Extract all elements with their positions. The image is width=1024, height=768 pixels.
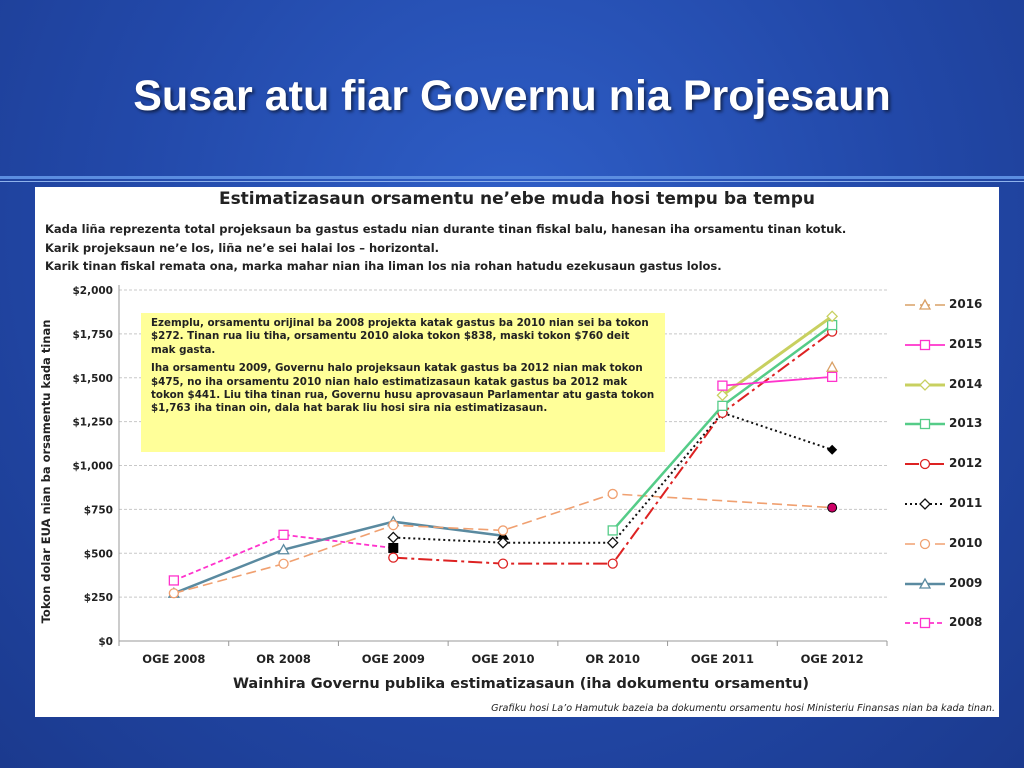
chart-panel	[35, 187, 999, 717]
legend-label: 2013	[949, 416, 983, 431]
legend-item-2012	[903, 454, 995, 474]
title-divider-thin	[0, 181, 1024, 182]
x-tick-label: OGE 2011	[690, 652, 754, 666]
legend-label: 2015	[949, 336, 983, 351]
x-tick-label: OGE 2012	[800, 652, 864, 666]
data-point	[169, 576, 178, 585]
series-line-2008	[174, 535, 393, 581]
data-point	[388, 532, 398, 542]
legend-item-2008	[903, 613, 995, 633]
legend-label: 2008	[949, 615, 983, 630]
data-point	[718, 381, 727, 390]
data-point	[608, 559, 617, 568]
legend-swatch	[903, 574, 947, 594]
data-point	[499, 559, 508, 568]
legend-label: 2010	[949, 535, 983, 550]
legend-item-2016	[903, 295, 995, 315]
legend-swatch	[903, 534, 947, 554]
data-point	[279, 530, 288, 539]
data-point	[388, 543, 398, 553]
slide-title: Susar atu fiar Governu nia Projesaun	[133, 72, 891, 120]
annotation-paragraph-1: Ezemplu, orsamentu orijinal ba 2008 projekta katak gastus ba 2010 nian sei ba tokon $272. Tinan rua liu tiha, orsamentu 2010 aloka tokon $838, maski tokon $760 deit mak gasta.	[151, 317, 649, 356]
description-line-2: Karik projeksaun ne’e los, liña ne’e sei halai los – horizontal.	[45, 240, 440, 255]
source-note: Grafiku hosi La’o Hamutuk bazeia ba dokumentu orsamentu hosi Ministeriu Finansas nian ba kada tinan.	[491, 703, 995, 714]
legend-marker	[920, 499, 930, 509]
y-tick-label: $500	[83, 548, 113, 561]
data-point	[608, 489, 617, 498]
data-point	[279, 559, 288, 568]
legend-label: 2011	[949, 496, 983, 510]
data-point	[828, 503, 837, 512]
legend-item-2009	[903, 574, 995, 594]
x-tick-label: OGE 2008	[142, 652, 206, 666]
y-tick-label: $1,750	[72, 328, 113, 341]
data-point	[169, 589, 178, 598]
legend-item-2013	[903, 414, 995, 434]
title-divider	[0, 176, 1024, 179]
y-tick-label: $0	[98, 636, 113, 648]
y-tick-label: $250	[83, 592, 113, 605]
series-2008	[169, 530, 398, 585]
description-line-3: Karik tinan fiskal remata ona, marka mahar nian iha liman los nia rohan hatudu ezekusaun gastus lolos.	[45, 259, 722, 273]
legend-marker	[921, 539, 930, 548]
line-chart	[35, 187, 999, 717]
data-point	[389, 521, 398, 530]
x-axis-title: Wainhira Governu publika estimatizasaun (iha dokumentu orsamentu)	[232, 676, 810, 692]
legend-marker	[921, 420, 930, 429]
legend-swatch	[903, 375, 947, 395]
y-axis-title: Tokon dolar EUA nian ba orsamentu kada tinan	[39, 319, 53, 624]
annotation-box	[141, 313, 665, 452]
legend-item-2015	[903, 335, 995, 355]
legend-marker	[921, 340, 930, 349]
legend-swatch	[903, 335, 947, 355]
legend-marker	[921, 460, 930, 469]
chart-title: Estimatizasaun orsamentu ne’ebe muda hosi tempu ba tempu	[218, 189, 816, 209]
data-point	[608, 526, 617, 535]
legend-marker	[921, 619, 930, 628]
legend-marker	[920, 380, 930, 390]
description-line-1: Kada liña reprezenta total projeksaun ba gastus estadu nian durante tinan fiskal balu, hanesan iha orsamentu tinan kotuk.	[45, 222, 847, 236]
legend-item-2014	[903, 375, 995, 395]
legend-label: 2012	[949, 456, 983, 471]
x-tick-label: OGE 2009	[361, 652, 425, 666]
y-tick-label: $750	[83, 504, 113, 517]
series-line-2015	[722, 377, 832, 386]
y-tick-label: $1,250	[72, 416, 113, 429]
series-line-2009	[174, 522, 503, 594]
data-point	[827, 445, 837, 455]
legend-label: 2009	[949, 575, 983, 590]
data-point	[828, 372, 837, 381]
legend-label: 2014	[949, 376, 983, 391]
x-tick-label: OR 2008	[256, 652, 311, 666]
x-tick-label: OR 2010	[585, 652, 641, 666]
legend-label: 2016	[949, 297, 983, 311]
legend-swatch	[903, 295, 947, 315]
annotation-paragraph-2: Iha orsamentu 2009, Governu halo projeksaun katak gastus ba 2012 nian mak tokon $475, no iha orsamentu 2010 nian halo estimatizasaun katak gastus ba 2012 mak tokon $441. Liu tiha tinan rua, Governu husu aprovasaun Parlamentar atu gasta tokon $1,763 iha tinan oin, dala hat barak liu hosi sira nia estimatizasaun.	[151, 362, 655, 415]
data-point	[827, 362, 837, 371]
data-point	[499, 526, 508, 535]
series-2016	[827, 362, 837, 371]
legend-swatch	[903, 454, 947, 474]
legend-item-2010	[903, 534, 995, 554]
data-point	[718, 401, 727, 410]
y-tick-label: $1,000	[72, 460, 113, 473]
y-tick-label: $2,000	[72, 285, 113, 297]
y-tick-label: $1,500	[72, 372, 113, 385]
series-2014	[717, 311, 837, 400]
data-point	[389, 553, 398, 562]
data-point	[608, 538, 618, 548]
legend-swatch	[903, 494, 947, 514]
x-tick-label: OGE 2010	[471, 652, 535, 666]
legend-item-2011	[903, 494, 995, 514]
legend-swatch	[903, 613, 947, 633]
legend-swatch	[903, 414, 947, 434]
